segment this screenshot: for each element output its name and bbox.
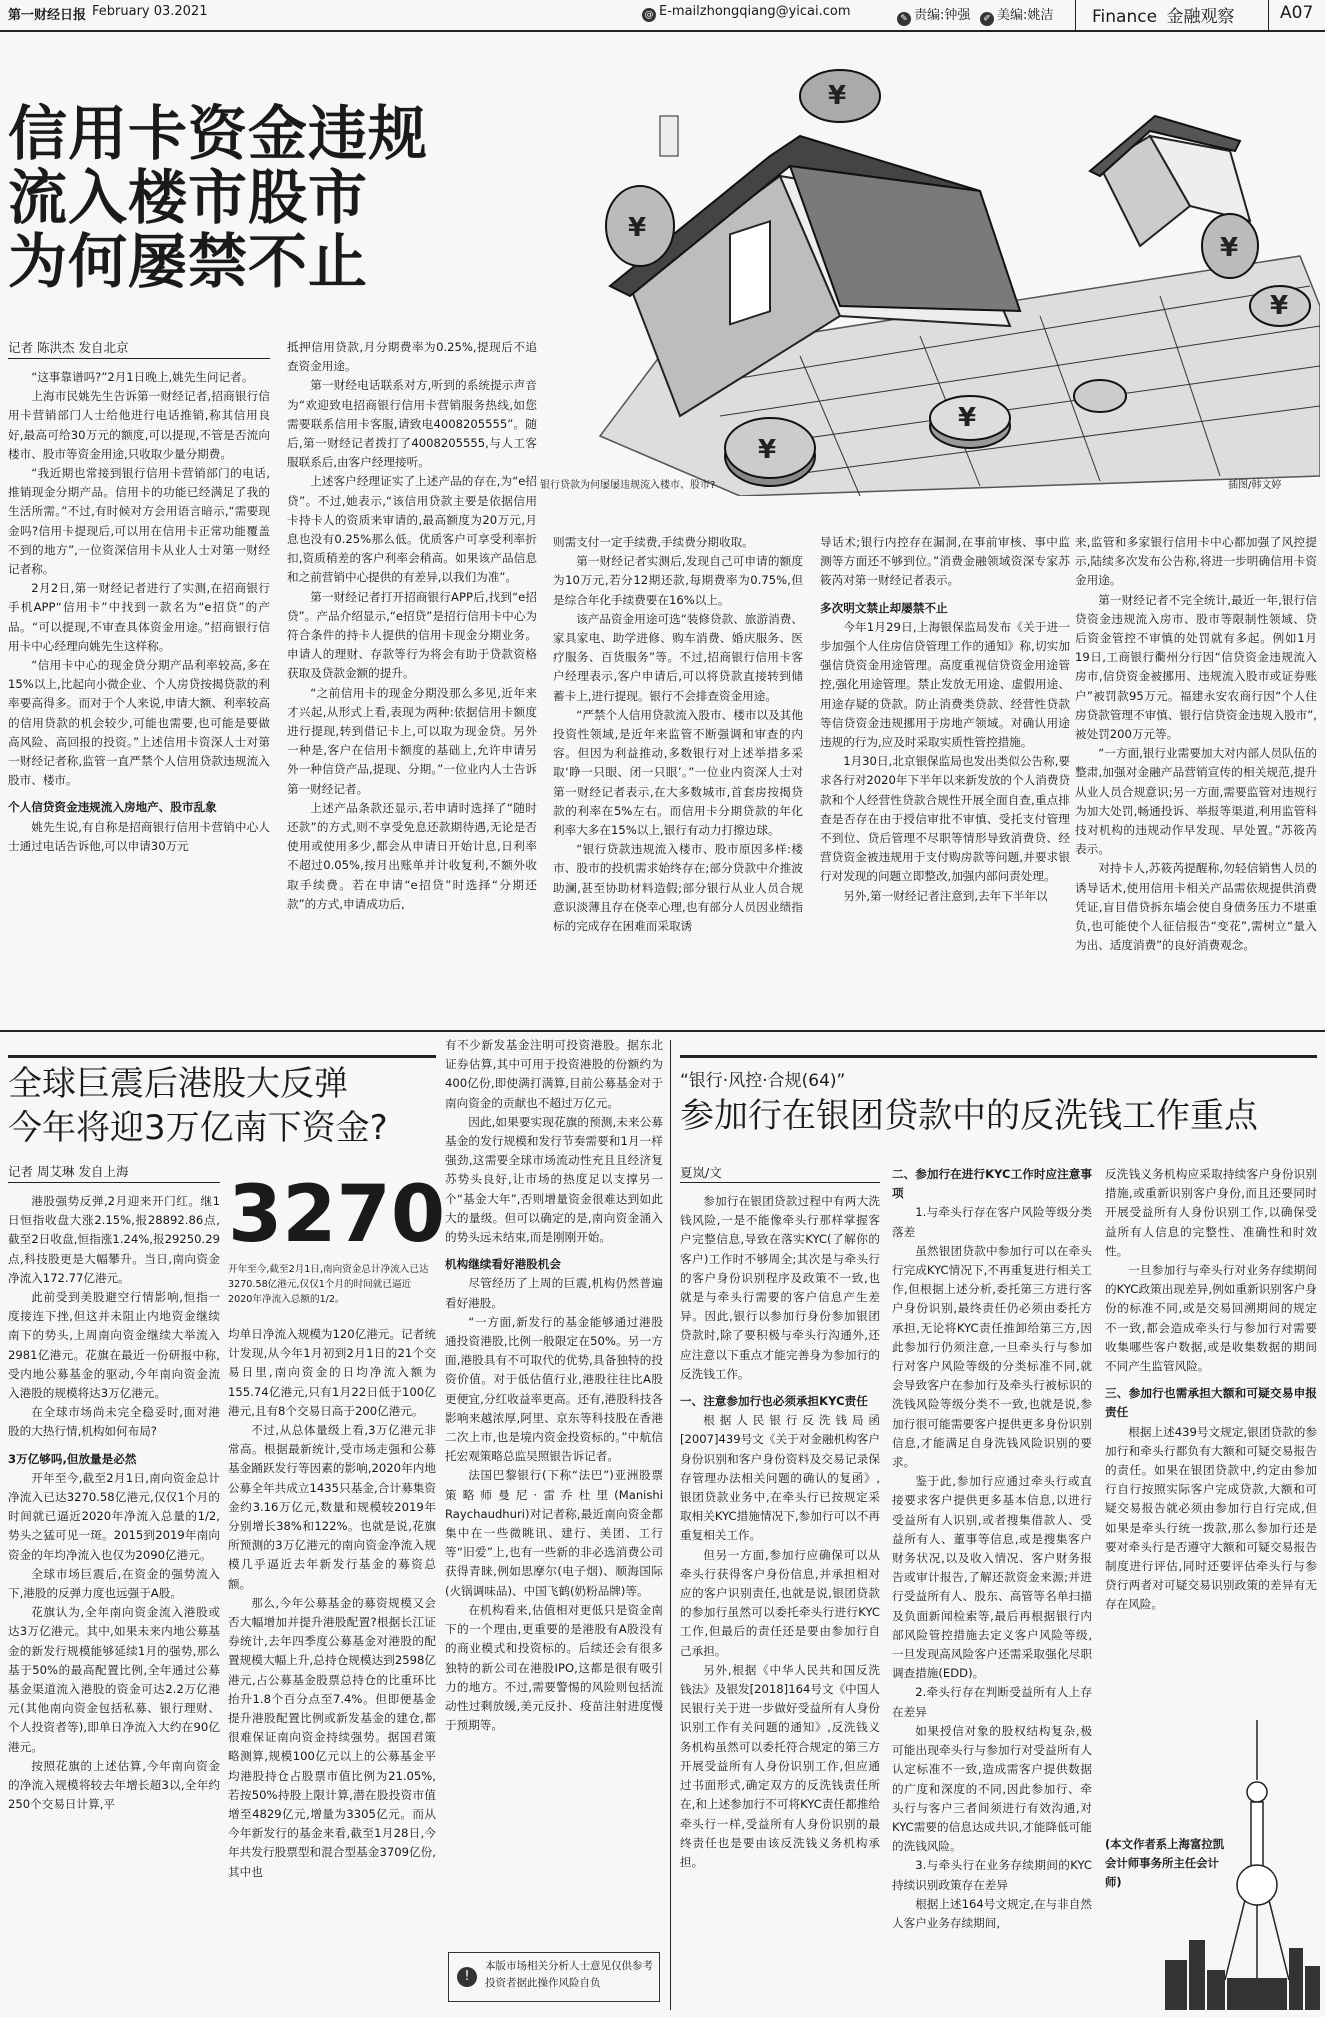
paragraph: 因此,如果要实现花旗的预测,未来公募基金的发行规模和发行节奏需要和1月一样强劲,这需要全球市场流动性充且且经济复苏势头良好,让市场的热度足以支撑另一个“基金大年”,否则增量资金很难达到如此大的量级。但可以确定的是,南向资金涌入的势头远未结束,而是刚刚开始。: [445, 1114, 663, 1245]
paragraph: 第一财经电话联系对方,听到的系统提示声音为“欢迎致电招商银行信用卡营销服务热线,如您需要联系信用卡客服,请致电4008205555”。随后,第一财经记者拨打了4008205555,与人工客服联系后,由客户经理接听。: [287, 378, 537, 470]
image-credit: 插图/韩文婷: [1228, 480, 1282, 491]
article3-column-2: [892, 1165, 1092, 2010]
paragraph: “这事靠谱吗?”2月1日晚上,姚先生问记者。: [31, 370, 254, 384]
paragraph: 第一财经记者打开招商银行APP后,找到“e招贷”。产品介绍显示,“e招贷”是招行信用卡中心为符合条件的持卡人提供的信用卡现金分期业务。申请人的理财、存款等行为将会有助于贷款资格获取及贷款金额的提升。: [287, 589, 537, 681]
illustration-svg: [540, 56, 1320, 496]
paragraph: 按照花旗的上述估算,今年南向资金的净流入规模将较去年增长超3以,全年约250个交易日计算,平: [8, 1758, 220, 1812]
paragraph: “之前信用卡的现金分期没那么多见,近年来才兴起,从形式上看,表现为两种:依据信用卡额度进行提现,转到借记卡上,可以取为现金贷。另外一种是,客户在信用卡额度的基础上,允许申请另外一种信贷产品,提现、分期。”一位业内人士告诉第一财经记者。: [287, 685, 537, 796]
article1-headline: [8, 99, 568, 296]
paragraph: 不过,从总体量级上看,3万亿港元非常高。根据最新统计,受市场走强和公募基金踊跃发行等因素的影响,2020年内地公募全年共成立1435只基金,合计募集资金约3.16万亿元,数量和规模较2019年分别增长38%和122%。也就是说,花旗所预测的3万亿港元的南向资金净流入规模几乎逼近去年新发行基金的募资总额。: [228, 1423, 436, 1591]
paragraph: 该产品资金用途可选“装修贷款、旅游消费、家具家电、助学进修、购车消费、婚庆服务、医疗服务、百货服务”等。不过,招商银行信用卡客户经理表示,客户申请后,可以将贷款直接转到储蓄卡上,进行提现。银行不会排查资金用途。: [553, 611, 803, 703]
paragraph: 1月30日,北京银保监局也发出类似公告称,要求各行对2020年下半年以来新发放的个人消费贷款和个人经营性贷款合规性开展全面自查,重点排查是否存在由于授信审批不审慎、受托支付管理不到位、贷后管理不尽职等情形导致消费贷、经营贷资金被违规用于支付购房款等问题,并要求银行对发现的问题立即整改,加强内部问责处理。: [820, 754, 1070, 884]
article1-column-3: [553, 533, 803, 1023]
paragraph: 则需支付一定手续费,手续费分期收取。: [553, 535, 754, 549]
paragraph: 虽然银团贷款中参加行可以在牵头行完成KYC情况下,不再重复进行相关工作,但根据上述分析,委托第三方进行客户身份识别,最终责任仍必须由委托方承担,无论将KYC责任推卸给第三方,因此参加行仍须注意,一旦牵头行与参加行对客户风险等级的分类标准不同,就会导致客户在参加行及牵头行被标识的洗钱风险等级分类不一致,也就是说,参加行很可能需要客户提供更多身份识别信息,才能满足自身洗钱风险识别的要求。: [892, 1243, 1092, 1470]
paragraph: 另外,第一财经记者注意到,去年下半年以: [843, 888, 1048, 903]
alert-icon: !: [457, 1967, 477, 1987]
paragraph: 有不少新发基金注明可投资港股。据东北证券估算,其中可用于投资港股的份额约为400亿份,即使满打满算,目前公募基金对于南向资金的贡献也不超过万亿元。: [445, 1038, 663, 1110]
brush-icon: ✐: [980, 12, 994, 26]
article2-headline: [8, 1062, 438, 1150]
paragraph: 均单日净流入规模为120亿港元。记者统计发现,从今年1月初到2月1日的21个交易日里,南向资金的日均净流入额为155.74亿港元,只有1月22日低于100亿港元,且有8个交易日高于200亿港元。: [228, 1327, 436, 1418]
paragraph: 开年至今,截至2月1日,南向资金总计净流入已达3270.58亿港元,仅仅1个月的时间就已逼近2020年净流入总量的1/2,势头之猛可见一斑。2015到2019年南向资金的年均净流入也仅为2090亿港元。: [8, 1470, 220, 1562]
paragraph: 导话术;银行内控存在漏洞,在事前审核、事中监测等方面还不够到位。”消费金融领域资深专家苏筱芮对第一财经记者表示。: [820, 535, 1070, 588]
paragraph: 姚先生说,有自称是招商银行信用卡营销中心人士通过电话告诉他,可以申请30万元: [8, 819, 270, 853]
svg-text:¥: ¥: [1220, 233, 1239, 263]
subheading: 一、注意参加行也必须承担KYC责任: [680, 1394, 868, 1409]
masthead-paper-name: 第一财经日报: [8, 8, 87, 23]
article3-headline: 参加行在银团贷款中的反洗钱工作重点: [680, 1096, 1258, 1136]
article3-column-1: [680, 1192, 880, 2007]
designer-text: 美编:姚洁: [997, 8, 1054, 23]
paragraph: “我近期也常接到银行信用卡营销部门的电话,推销现金分期产品。信用卡的功能已经满足了我的生活所需。”不过,有时候对方会用语言暗示,“需要现金吗?信用卡提现后,可以用在信用卡正常功能覆盖不到的地方”,一位资深信用卡从业人士对第一财经记者称。: [8, 466, 270, 577]
paragraph: 那么,今年公募基金的募资规模又会否大幅增加并提升港股配置?根据长江证券统计,去年四季度公募基金对港股的配置规模大幅上升,总持仓规模达到2598亿港元,占公募基金股票总持仓的比重环比抬升1.8个百分点至7.4%。但即便基金提升港股配置比例或新发基金的建仓,都很难保证南向资金持续强势。据国君策略测算,规模100亿元以上的公募基金平均港股持仓占股票市值比例为21.05%,若按50%持股上限计算,潜在股投资市值增至4829亿元,增量为3305亿元。而从今年新发行的基金来看,截至1月28日,今年共发行股票型和混合型基金3709亿份,其中也: [228, 1595, 436, 1879]
article3-byline: 夏岚/文: [680, 1165, 722, 1180]
svg-text:¥: ¥: [628, 213, 647, 243]
article2-column-1: [8, 1192, 220, 2007]
article1-column-2: [287, 338, 537, 1023]
author-note: (本文作者系上海富拉凯会计师事务所主任会计师): [1105, 1837, 1225, 1889]
subheading: 多次明文禁止却屡禁不止: [820, 600, 948, 615]
image-caption: 银行贷款为何屡屡违规流入楼市、股市?: [540, 480, 716, 491]
subheading: 个人信贷资金违规流入房地产、股市乱象: [8, 800, 217, 815]
paragraph: 上述客户经理证实了上述产品的存在,为“e招贷”。不过,她表示,“该信用贷款主要是依据信用卡持卡人的资质来审请的,最高额度为20万元,月息也没有0.25%那么低。优质客户可享受利率折扣,资质稍差的客户利率会稍高。如果该产品信息和之前营销中心提供的有差异,以我们为准”。: [287, 474, 537, 585]
paragraph: 2.牵头行存在判断受益所有人上存在差异: [892, 1685, 1092, 1719]
headline-line-2: 流入楼市股市: [8, 163, 369, 232]
email-text: E-mailzhongqiang@yicai.com: [659, 4, 851, 19]
paragraph: 上海市民姚先生告诉第一财经记者,招商银行信用卡营销部门人士给他进行电话推销,称其信用良好,最高可给30万元的额度,可以提现,不管是否流向楼市、股市等资金用途,只收取少量分期费。: [8, 389, 270, 461]
subheading: 二、参加行在进行KYC工作时应注意事项: [892, 1167, 1092, 1201]
paragraph: “一方面,银行业需要加大对内部人员队伍的整肃,加强对金融产品营销宣传的相关规范,提升从业人员合规意识;另一方面,需要监管对违规行为加大处罚,畅通投诉、举报等渠道,利用监管科技对机构的违规动作早发现、早处置。”苏筱芮表示。: [1075, 746, 1317, 857]
editor-text: 责编:钟强: [914, 8, 971, 23]
svg-text:¥: ¥: [758, 435, 777, 465]
headline-line-3: 为何屡禁不止: [8, 227, 369, 296]
paragraph: 3.与牵头行在业务存续期间的KYC持续识别政策存在差异: [892, 1858, 1092, 1892]
section-label: [1092, 2, 1234, 27]
masthead-designer: [980, 4, 1053, 26]
subheading: 三、参加行也需承担大额和可疑交易申报责任: [1105, 1386, 1317, 1420]
paragraph: 在全球市场尚未完全稳妥时,面对港股的大热行情,机构如何布局?: [8, 1405, 220, 1439]
paragraph: 法国巴黎银行(下称“法巴”)亚洲股票策略师曼尼·雷乔杜里(Manishi Raychaudhuri)对记者称,最近南向资金都集中在一些微眺讯、建行、美团、工行等“旧爱”上,也有一些新的非必选消费公司获得青睐,例如思摩尔(电子烟)、顺海国际(火锅调味品)、中国飞鹤(奶粉品牌)等。: [445, 1468, 663, 1598]
masthead-email[interactable]: [642, 4, 851, 22]
paragraph: 另外,根据《中华人民共和国反洗钱法》及银发[2018]164号文《中国人民银行关于进一步做好受益所有人身份识别工作有关问题的通知》,反洗钱义务机构虽然可以委托符合规定的第三方开展受益所有人身份识别工作,但应通过书面形式,确定双方的反洗钱责任所在,和上述参加行不可将KYC责任都推给牵头行一样,受益所有人身份识别的最终责任也是要由该反洗钱义务机构承担。: [680, 1662, 880, 1869]
article2-column-2: [228, 1325, 436, 2010]
paragraph: 参加行在银团贷款过程中有两大洗钱风险,一是不能像牵头行那样掌握客户完整信息,导致在落实KYC(了解你的客户)工作时不够周全;其次是与牵头行的客户身份识别程序及政策不一致,也就是与牵头行需要的客户信息产生差异。因此,银行以参加行身份参加银团贷款时,除了要积极与牵头行沟通外,还应注意以下重点才能完善身为参加行的反洗钱工作。: [680, 1194, 880, 1381]
big-number: 3270: [228, 1170, 446, 1260]
svg-text:¥: ¥: [1270, 291, 1289, 321]
section-divider: [0, 1030, 1325, 1032]
paragraph: 2月2日,第一财经记者进行了实测,在招商银行手机APP“信用卡”中找到一款名为“e招贷”的产品。“可以提现,不审查具体资金用途。”招商银行信用卡中心经理向姚先生这样称。: [8, 581, 270, 653]
email-icon: @: [642, 8, 656, 22]
paragraph: “银行贷款违规流入楼市、股市原因多样:楼市、股市的投机需求始终存在;部分贷款中介推波助澜,甚至协助材料造假;部分银行从业人员合规意识淡薄且存在侥幸心理,也有部分人员因业绩指标的完成存在困难而采取诱: [553, 842, 803, 934]
paragraph: 第一财经记者不完全统计,最近一年,银行信贷资金违规流入房市、股市等限制性领域、贷后资金管控不审慎的处罚就有多起。例如1月19日,工商银行衢州分行因“信贷资金违规流入房市,信贷资金被挪用、违规流入股市或证券账户”被罚款95万元。福建永安农商行因“个人住房贷款管理不审慎、银行信贷资金违规入股市”,被处罚200万元等。: [1075, 592, 1317, 742]
paragraph: “严禁个人信用贷款流入股市、楼市以及其他投资性领域,是近年来监管不断强调和审查的内容。但因为利益推动,多数银行对上述举措多采取‘睁一只眼、闭一只眼’。”一位业内资深人士对第一财经记者表示,在大多数城市,首套房按揭贷款的利率在5%左右。而信用卡分期贷款的年化利率大多在15%以上,银行有动力打擦边球。: [553, 707, 803, 838]
header-rule: [0, 30, 1325, 32]
paragraph: 花旗认为,全年南向资金流入港股或达3万亿港元。其中,如果未来内地公募基金的新发行规模能够延续1月的强势,那么基于50%的最高配置比例,全年通过公募基金渠道流入港股的资金可达2.2万亿港元(其他南向资金包括私募、银行理财、个人投资者等),即单日净流入大约在90亿港元。: [8, 1605, 220, 1754]
headline-line-1: 信用卡资金违规: [8, 99, 429, 168]
paragraph: 根据人民银行反洗钱局函[2007]439号文《关于对金融机构客户身份识别和客户身份资料及交易记录保存管理办法相关问题的确认的复函》,银团贷款业务中,在牵头行已按规定采取相关KYC措施情况下,参加行可以不再重复相关工作。: [680, 1413, 880, 1543]
tower-illustration: [1165, 1720, 1320, 2010]
paragraph: 在机构看来,估值相对更低只是资金南下的一个理由,更重要的是港股有A股没有的商业模式和投资标的。后续还会有很多独特的新公司在港股IPO,这都是很有吸引力的地方。不过,需要警惕的风险则包括流动性过剩放缓,美元反扑、疫苗注射进度慢于预期等。: [445, 1602, 663, 1733]
paragraph: 尽管经历了上周的巨震,机构仍然普遍看好港股。: [445, 1276, 663, 1310]
paragraph: “一方面,新发行的基金能够通过港股通投资港股,比例一般限定在50%。另一方面,港股具有不可取代的优势,具备独特的投资价值。对于低估值行业,港股往往比A股更便宜,分红收益率更高。还有,港股科技各影响来越浓厚,阿里、京东等科技股在香港二次上市,也是境内资金投资标的。”中航信托宏观策略总监吴照银告诉记者。: [445, 1314, 663, 1464]
paragraph: 上述产品条款还显示,若申请时选择了“随时还款”的方式,则不享受免息还款期待遇,无论是否使用或使用多少,都会从申请日开始计息,日利率不超过0.05%,按月出账单并计收复利,不额外收取手续费。若在申请“e招贷”时选择“分期还款”的方式,申请成功后,: [287, 800, 537, 911]
paragraph: 抵押信用贷款,月分期费率为0.25%,提现后不追查资金用途。: [287, 340, 537, 374]
paragraph: 第一财经记者实测后,发现自己可申请的额度为10万元,若分12期还款,每期费率为0.75%,但是综合年化手续费要在16%以上。: [553, 554, 803, 607]
paragraph: 对持卡人,苏筱芮提醒称,勿轻信销售人员的诱导话术,使用信用卡相关产品需依规提供消费凭证,盲目借贷拆东墙会使自身债务压力不堪重负,也可能使个人征信报告“变花”,需树立“量入为出、适度消费”的良好消费观念。: [1075, 861, 1317, 953]
page-number: A07: [1280, 3, 1314, 23]
big-number-note: 开年至今,截至2月1日,南向资金总计净流入已达3270.58亿港元,仅仅1个月的时间就已逼近2020年净流入总额的1/2。: [228, 1264, 429, 1305]
house-coin-illustration: [540, 56, 1320, 496]
subheading: 机构继续看好港股机会: [445, 1257, 561, 1272]
paragraph: 一旦参加行与牵头行对业务存续期间的KYC政策出现差异,例如重新识别客户身份的标准不同,或是交易回溯期间的规定不一致,都会造成牵头行与参加行对需要收集哪些客户数据,或是收集数据的期间不同产生监管风险。: [1105, 1263, 1317, 1374]
paragraph: 根据上述164号文规定,在与非自然人客户业务存续期间,: [892, 1896, 1092, 1930]
paragraph: 1.与牵头行存在客户风险等级分类落差: [892, 1205, 1092, 1239]
tower-svg: [1165, 1720, 1320, 2010]
article2-byline: 记者 周艾琳 发自上海: [8, 1164, 129, 1179]
headline-line-2: 今年将迎3万亿南下资金?: [8, 1108, 388, 1148]
article1-byline: 记者 陈洪杰 发自北京: [8, 340, 129, 355]
paragraph: 但另一方面,参加行应确保可以从牵头行获得客户身份信息,并承担相对应的客户识别责任,也就是说,银团贷款的参加行虽然可以委托牵头行进行KYC工作,但最后的责任还是要由参加行自己承担。: [680, 1547, 880, 1658]
paragraph: 此前受到美股避空行情影响,恒指一度接连下挫,但这并未阻止内地资金继续南下的势头,上周南向资金继续大举流入2981亿港元。花旗在最近一份研报中称,受内地公募基金的驱动,今年南向资金流入港股的规模将达3万亿港元。: [8, 1290, 220, 1401]
masthead-date: February 03.2021: [92, 4, 208, 19]
paragraph: “信用卡中心的现金贷分期产品利率较高,多在15%以上,比起向小微企业、个人房贷按揭贷款的利率要高得多。而对于个人来说,申请大额、利率较高的信用贷款的机会较少,可能也需要,也可能是要做高风险、高回报的投资。”上述信用卡资深人士对第一财经记者称,监管一直严禁个人信用贷款违规流入股市、楼市。: [8, 658, 270, 788]
article1-column-1: [8, 368, 270, 1023]
masthead-editor: [897, 4, 970, 26]
svg-text:¥: ¥: [828, 81, 847, 111]
paragraph: 全球市场巨震后,在资金的强势流入下,港股的反弹力度也远强于A股。: [8, 1566, 220, 1601]
section-label-cn: 金融观察: [1166, 7, 1235, 27]
subheading: 3万亿够吗,但放量是必然: [8, 1451, 137, 1466]
svg-text:¥: ¥: [958, 403, 977, 433]
paragraph: 根据上述439号文规定,银团贷款的参加行和牵头行都负有大额和可疑交易报告的责任。如果在银团贷款中,约定由参加行自行按照实际客户完成贷款,大额和可疑交易报告就必须由参加行自行完成,但如果是牵头行统一拨款,那么参加行还是要对牵头行是否遵守大额和可疑交易报告制度进行评估,同时还要评估牵头行与参贷行两者对可疑交易识别政策的差异有无存在风险。: [1105, 1424, 1317, 1612]
article2-column-3: [445, 1036, 663, 1941]
pen-icon: ✎: [897, 12, 911, 26]
article3-kicker: “银行·风控·合规(64)”: [680, 1071, 846, 1091]
paragraph: 来,监管和多家银行信用卡中心都加强了风控提示,陆续多次发布公告称,将进一步明确信用卡资金用途。: [1075, 535, 1317, 588]
paragraph: 港股强势反弹,2月迎来开门红。继1日恒指收盘大涨2.15%,报28892.86点,截至2日收盘,恒指涨1.24%,报29250.29点,科技股更是大幅攀升。当日,南向资金净流入172.77亿港元。: [8, 1194, 220, 1285]
article1-column-5: [1075, 533, 1317, 1023]
disclaimer-box: [448, 1952, 660, 2002]
paragraph: 反洗钱义务机构应采取持续客户身份识别措施,或重新识别客户身份,而且还要同时开展受益所有人身份识别工作,以确保受益所有人信息的完整性、准确性和时效性。: [1105, 1167, 1317, 1258]
paragraph: 鉴于此,参加行应通过牵头行或直接要求客户提供更多基本信息,以进行受益所有人识别,或者搜集借款人、受益所有人、董事等信息,或是搜集客户财务状况,以及收入情况、客户财务报告或审计报告,了解还款资金来源;并进行受益所有人、股东、高管等名单扫描及负面新闻检索等,最后再根据银行内部风险管控措施去定义客户风险等级,一旦发现高风险客户还需采取强化尽职调查措施(EDD)。: [892, 1474, 1092, 1681]
section-label-en: Finance: [1092, 7, 1158, 27]
paragraph: 今年1月29日,上海银保监局发布《关于进一步加强个人住房信贷管理工作的通知》称,切实加强信贷资金用途管理。高度重视信贷资金用途管控,强化用途管理。禁止发放无用途、虚假用途、用途存疑的贷款。防止消费类贷款、经营性贷款等信贷资金违规挪用于房地产领域。对确认用途违规的行为,应及时采取实质性管控措施。: [820, 619, 1070, 750]
article1-column-4: [820, 533, 1070, 1023]
disclaimer-text: 本版市场相关分析人士意见仅供参考投资者据此操作风险自负: [485, 1960, 653, 1989]
paragraph: 如果授信对象的股权结构复杂,极可能出现牵头行与参加行对受益所有人认定标准不一致,造成需客户提供数据的广度和深度的不同,因此参加行、牵头行与客户三者间须进行有效沟通,对KYC需要的信息达成共识,才能降低可能的洗钱风险。: [892, 1723, 1092, 1854]
headline-line-1: 全球巨震后港股大反弹: [8, 1064, 348, 1104]
